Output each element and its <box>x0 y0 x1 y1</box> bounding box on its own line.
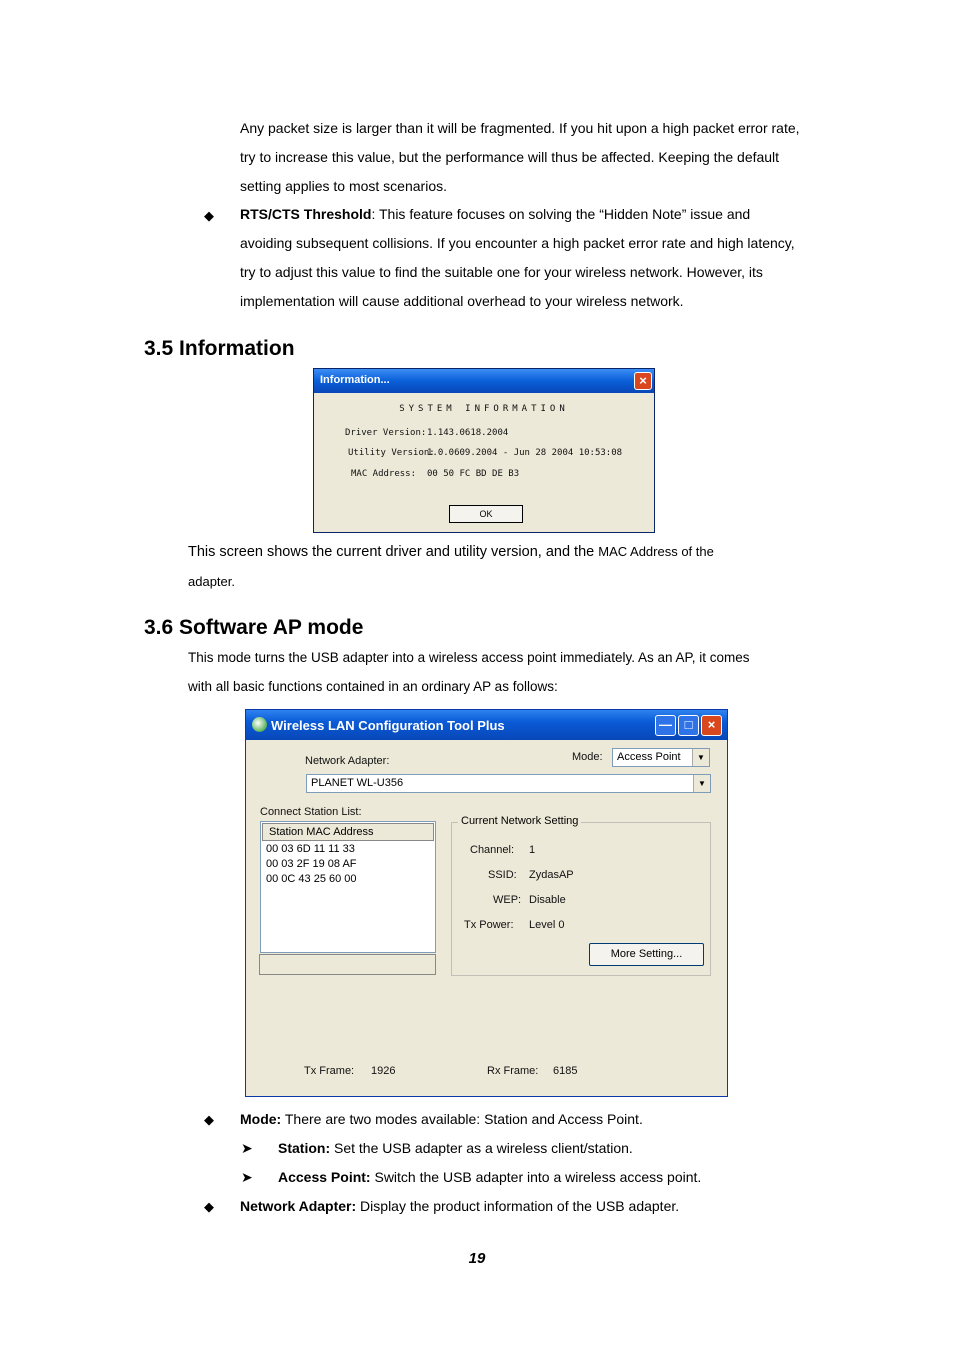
network-adapter-term: Network Adapter: <box>240 1198 357 1214</box>
rts-line: avoiding subsequent collisions. If you encounter a high packet error rate and high latency, <box>240 235 795 251</box>
network-adapter-label: Network Adapter: <box>305 755 390 767</box>
section-heading-information: 3.5 Information <box>144 337 295 360</box>
wep-label: WEP: <box>493 894 522 906</box>
more-setting-button[interactable]: More Setting... <box>589 943 704 966</box>
list-item[interactable]: 00 03 6D 11 11 33 <box>266 843 355 855</box>
station-bullet <box>278 1134 633 1163</box>
software-ap-paragraph <box>188 643 750 701</box>
rts-paragraph <box>240 200 840 316</box>
mode-term: Mode: <box>240 1111 282 1127</box>
station-term: Station: <box>278 1140 331 1156</box>
rts-text: : This feature focuses on solving the “Hidden Note” issue and <box>371 206 751 222</box>
station-text: Set the USB adapter as a wireless client/station. <box>330 1140 633 1156</box>
close-icon[interactable]: × <box>701 715 722 736</box>
network-adapter-text: Display the product information of the USB adapter. <box>356 1198 680 1214</box>
tx-power-value: Level 0 <box>529 919 565 931</box>
rx-frame-value: 6185 <box>553 1065 578 1077</box>
wep-value: Disable <box>529 894 566 906</box>
channel-value: 1 <box>529 844 536 856</box>
utility-version-label: Utility Version: <box>348 448 435 458</box>
station-list-footer <box>259 954 436 975</box>
driver-version-value: 1.143.0618.2004 <box>427 428 509 438</box>
app-icon <box>252 717 267 732</box>
ok-button[interactable]: OK <box>449 505 523 523</box>
tx-frame-label: Tx Frame: <box>304 1065 355 1077</box>
dialog-titlebar[interactable] <box>314 369 654 393</box>
mode-select[interactable] <box>612 748 710 767</box>
information-dialog <box>313 368 655 533</box>
rts-line: implementation will cause additional overhead to your wireless network. <box>240 293 684 309</box>
network-adapter-value: PLANET WL-U356 <box>311 777 404 789</box>
network-adapter-bullet <box>240 1192 679 1221</box>
description-small: MAC Address of the <box>598 544 714 559</box>
intro-line: setting applies to most scenarios. <box>240 178 447 194</box>
rx-frame-label: Rx Frame: <box>487 1065 539 1077</box>
description-line <box>188 537 714 567</box>
intro-paragraph <box>240 114 800 201</box>
maximize-icon[interactable]: □ <box>678 715 699 736</box>
list-item[interactable]: 00 0C 43 25 60 00 <box>266 873 357 885</box>
mode-bullet <box>240 1105 643 1134</box>
access-point-text: Switch the USB adapter into a wireless access point. <box>370 1169 702 1185</box>
section-heading-software-ap: 3.6 Software AP mode <box>144 616 364 639</box>
arrow-bullet-icon: ➤ <box>241 1169 253 1185</box>
rts-line: try to adjust this value to find the suitable one for your wireless network. However, its <box>240 264 763 280</box>
rts-term: RTS/CTS Threshold <box>240 206 372 222</box>
description-line: adapter. <box>188 574 235 589</box>
diamond-bullet-icon: ◆ <box>204 1199 214 1214</box>
chevron-down-icon[interactable]: ▼ <box>693 775 710 792</box>
access-point-bullet <box>278 1163 701 1192</box>
chevron-down-icon[interactable]: ▼ <box>692 749 709 766</box>
description-main: This screen shows the current driver and utility version, and the <box>188 544 599 560</box>
information-description <box>188 537 714 596</box>
close-icon[interactable]: × <box>634 372 652 390</box>
network-adapter-select[interactable] <box>306 774 711 793</box>
intro-line: Any packet size is larger than it will be fragmented. If you hit upon a high packet error rate, <box>240 120 800 136</box>
mode-select-value: Access Point <box>617 751 681 763</box>
window-title: Wireless LAN Configuration Tool Plus <box>271 718 505 733</box>
mode-text: There are two modes available: Station and Access Point. <box>281 1111 643 1127</box>
station-list[interactable] <box>260 821 436 953</box>
station-mac-column-header[interactable]: Station MAC Address <box>262 823 434 841</box>
mode-label: Mode: <box>572 751 603 763</box>
rts-line <box>240 200 840 229</box>
software-ap-line: This mode turns the USB adapter into a wireless access point immediately. As an AP, it comes <box>188 650 750 665</box>
channel-label: Channel: <box>470 844 515 856</box>
driver-version-label: Driver Version: <box>345 428 427 438</box>
dialog-title: Information... <box>320 374 390 386</box>
diamond-bullet-icon: ◆ <box>204 1112 214 1127</box>
list-item[interactable]: 00 03 2F 19 08 AF <box>266 858 357 870</box>
intro-line: try to increase this value, but the performance will thus be affected. Keeping the default <box>240 149 780 165</box>
connect-station-list-label: Connect Station List: <box>260 806 362 818</box>
tx-power-label: Tx Power: <box>464 919 514 931</box>
ssid-value: ZydasAP <box>529 869 574 881</box>
window-titlebar[interactable] <box>246 710 727 740</box>
tx-frame-value: 1926 <box>371 1065 396 1077</box>
access-point-term: Access Point: <box>278 1169 371 1185</box>
utility-version-value: 1.0.0609.2004 - Jun 28 2004 10:53:08 <box>427 448 623 458</box>
mac-address-label: MAC Address: <box>351 469 417 479</box>
group-title: Current Network Setting <box>458 815 581 827</box>
page-number: 19 <box>468 1250 486 1267</box>
software-ap-line: with all basic functions contained in an ordinary AP as follows: <box>188 679 558 694</box>
mac-address-value: 00 50 FC BD DE B3 <box>427 469 520 479</box>
wireless-lan-window <box>245 709 728 1097</box>
minimize-icon[interactable]: — <box>655 715 676 736</box>
arrow-bullet-icon: ➤ <box>241 1140 253 1156</box>
system-information-header: SYSTEM INFORMATION <box>399 404 569 414</box>
ssid-label: SSID: <box>488 869 517 881</box>
diamond-bullet-icon: ◆ <box>204 208 214 223</box>
current-network-setting-group <box>451 815 711 976</box>
